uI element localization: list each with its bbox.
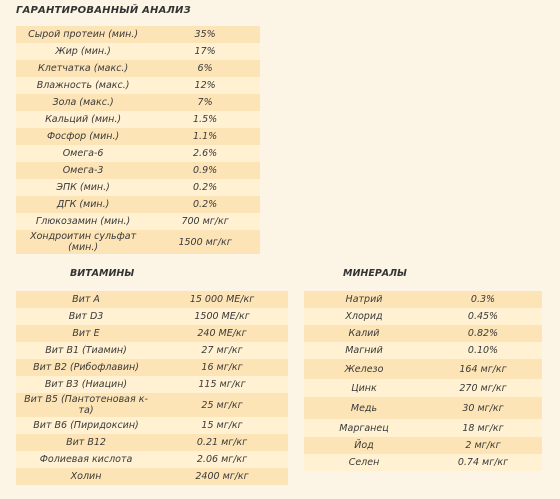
row-value: 0.45% — [424, 308, 542, 325]
row-label: Хондроитин сульфат (мин.) — [16, 230, 150, 254]
table-row — [16, 230, 260, 254]
row-value: 12% — [150, 77, 260, 94]
table-row — [16, 196, 260, 213]
row-label: Селен — [304, 454, 424, 471]
row-value: 1500 МЕ/кг — [156, 308, 288, 325]
row-value: 0.2% — [150, 179, 260, 196]
row-value: 17% — [150, 43, 260, 60]
table-row — [16, 417, 288, 434]
row-label: Омега-3 — [16, 162, 150, 179]
row-value: 2 мг/кг — [424, 437, 542, 454]
table-row — [304, 359, 542, 379]
row-value: 1.1% — [150, 128, 260, 145]
row-value: 15 000 МЕ/кг — [156, 291, 288, 308]
table-row — [304, 342, 542, 359]
row-value: 0.74 мг/кг — [424, 454, 542, 471]
analysis-title: ГАРАНТИРОВАННЫЙ АНАЛИЗ — [16, 5, 191, 16]
table-row — [16, 145, 260, 162]
row-value: 35% — [150, 26, 260, 43]
row-label: Жир (мин.) — [16, 43, 150, 60]
table-row — [16, 60, 260, 77]
row-label: Вит D3 — [16, 308, 156, 325]
vitamins-title: ВИТАМИНЫ — [70, 268, 135, 279]
table-row — [16, 213, 260, 230]
table-row — [16, 376, 288, 393]
table-row — [16, 359, 288, 376]
row-value: 0.82% — [424, 325, 542, 342]
row-label: Калий — [304, 325, 424, 342]
table-row — [304, 419, 542, 437]
row-label: Вит B6 (Пиридоксин) — [16, 417, 156, 434]
table-row — [304, 325, 542, 342]
row-value: 1.5% — [150, 111, 260, 128]
row-label: Натрий — [304, 291, 424, 308]
row-label: Кальций (мин.) — [16, 111, 150, 128]
vitamins-table — [16, 291, 288, 485]
row-value: 2.06 мг/кг — [156, 451, 288, 468]
table-row — [16, 451, 288, 468]
table-row — [304, 379, 542, 397]
row-label: Глюкозамин (мин.) — [16, 213, 150, 230]
row-label: Вит B12 — [16, 434, 156, 451]
row-value: 164 мг/кг — [424, 359, 542, 379]
table-row — [16, 342, 288, 359]
row-value: 700 мг/кг — [150, 213, 260, 230]
table-row — [16, 291, 288, 308]
row-value: 240 МЕ/кг — [156, 325, 288, 342]
row-label: Вит B3 (Ниацин) — [16, 376, 156, 393]
row-value: 30 мг/кг — [424, 397, 542, 419]
table-row — [304, 308, 542, 325]
row-value: 0.9% — [150, 162, 260, 179]
row-label: Вит B2 (Рибофлавин) — [16, 359, 156, 376]
row-label: Вит B1 (Тиамин) — [16, 342, 156, 359]
row-value: 115 мг/кг — [156, 376, 288, 393]
row-label: Зола (макс.) — [16, 94, 150, 111]
row-value: 2400 мг/кг — [156, 468, 288, 485]
table-row — [16, 179, 260, 196]
row-value: 1500 мг/кг — [150, 230, 260, 254]
row-label: Цинк — [304, 379, 424, 397]
row-label: ДГК (мин.) — [16, 196, 150, 213]
row-value: 25 мг/кг — [156, 393, 288, 417]
row-label: ЭПК (мин.) — [16, 179, 150, 196]
row-label: Железо — [304, 359, 424, 379]
row-label: Клетчатка (макс.) — [16, 60, 150, 77]
row-label: Омега-6 — [16, 145, 150, 162]
row-value: 0.2% — [150, 196, 260, 213]
minerals-title: МИНЕРАЛЫ — [343, 268, 407, 279]
row-value: 2.6% — [150, 145, 260, 162]
table-row — [16, 43, 260, 60]
table-row — [16, 162, 260, 179]
table-row — [16, 325, 288, 342]
table-row — [304, 454, 542, 471]
row-value: 7% — [150, 94, 260, 111]
row-label: Марганец — [304, 419, 424, 437]
row-label: Влажность (макс.) — [16, 77, 150, 94]
row-label: Магний — [304, 342, 424, 359]
row-label: Вит E — [16, 325, 156, 342]
analysis-table — [16, 26, 260, 254]
row-value: 16 мг/кг — [156, 359, 288, 376]
table-row — [16, 26, 260, 43]
table-row — [16, 94, 260, 111]
row-value: 27 мг/кг — [156, 342, 288, 359]
row-label: Медь — [304, 397, 424, 419]
row-label: Хлорид — [304, 308, 424, 325]
table-row — [16, 393, 288, 417]
row-label: Фосфор (мин.) — [16, 128, 150, 145]
table-row — [304, 397, 542, 419]
row-value: 0.3% — [424, 291, 542, 308]
row-value: 0.21 мг/кг — [156, 434, 288, 451]
table-row — [16, 128, 260, 145]
row-label: Фолиевая кислота — [16, 451, 156, 468]
table-row — [16, 77, 260, 94]
row-value: 270 мг/кг — [424, 379, 542, 397]
row-label: Сырой протеин (мин.) — [16, 26, 150, 43]
table-row — [304, 291, 542, 308]
table-row — [16, 308, 288, 325]
row-label: Йод — [304, 437, 424, 454]
row-value: 15 мг/кг — [156, 417, 288, 434]
table-row — [16, 434, 288, 451]
minerals-table — [304, 291, 542, 471]
table-row — [304, 437, 542, 454]
table-row — [16, 468, 288, 485]
row-label: Вит B5 (Пантотеновая к-та) — [16, 393, 156, 417]
row-label: Холин — [16, 468, 156, 485]
row-value: 0.10% — [424, 342, 542, 359]
row-value: 6% — [150, 60, 260, 77]
table-row — [16, 111, 260, 128]
row-label: Вит A — [16, 291, 156, 308]
row-value: 18 мг/кг — [424, 419, 542, 437]
